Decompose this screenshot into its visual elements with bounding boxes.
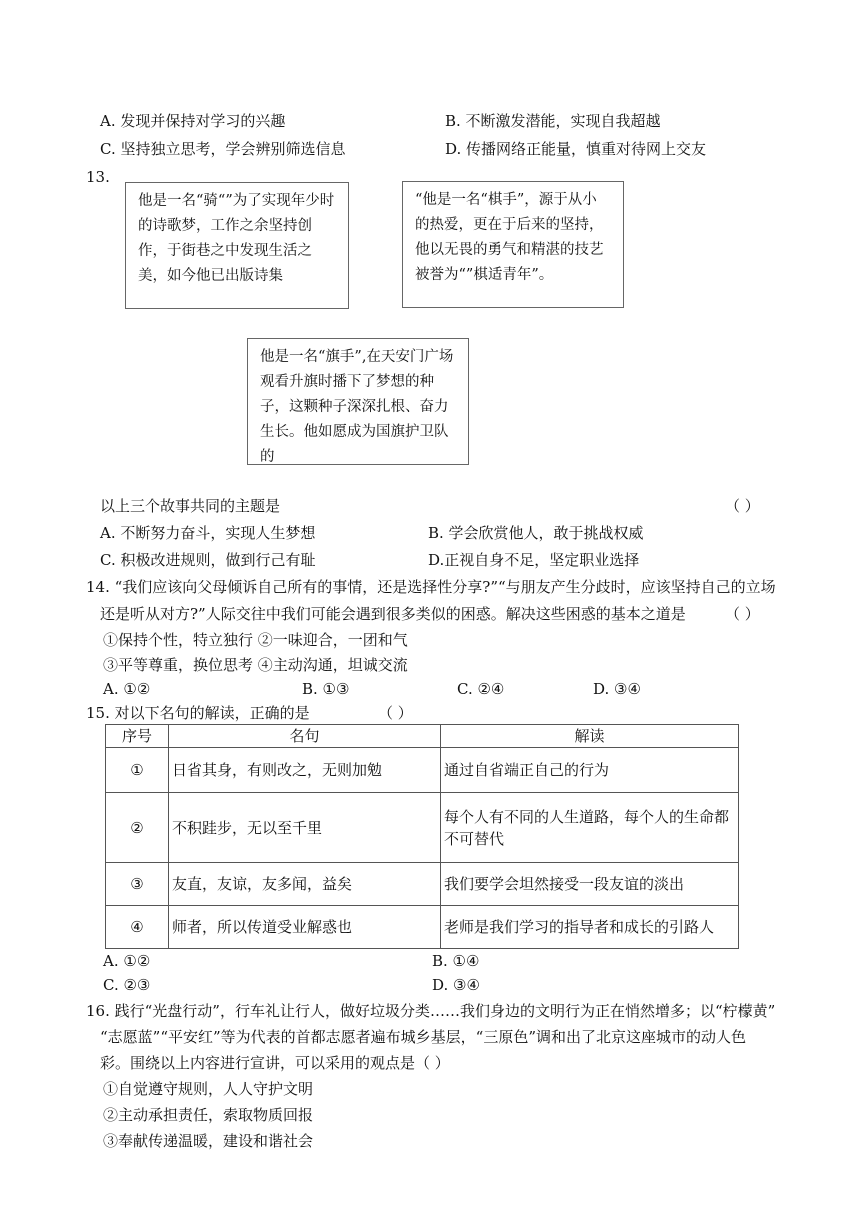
q15-row-number: ①: [106, 748, 169, 793]
q12-option-d: D. 传播网络正能量，慎重对待网上交友: [445, 140, 707, 158]
q15-row-quote: 师者，所以传道受业解惑也: [169, 906, 441, 949]
q15-table-row: [106, 748, 739, 793]
q14-stem-line2: 还是听从对方?”人际交往中我们可能会遇到很多类似的困惑。解决这些困惑的基本之道是: [100, 605, 686, 623]
q12-option-b: B. 不断激发潜能，实现自我超越: [445, 112, 661, 130]
q16-stem-line3: 彩。围绕以上内容进行宣讲，可以采用的观点是（ ）: [100, 1054, 450, 1072]
q13-option-b: B. 学会欣赏他人，敢于挑战权威: [428, 524, 644, 542]
q15-option-b: B. ①④: [432, 952, 480, 970]
q15-header-quote: 名句: [169, 725, 441, 748]
q16-stem-line2: “志愿蓝”“平安红”等为代表的首都志愿者遍布城乡基层，“三原色”调和出了北京这座城市的动人色: [100, 1028, 747, 1046]
q15-row-interpretation: 我们要学会坦然接受一段友谊的淡出: [441, 863, 739, 906]
q15-row-number: ③: [106, 863, 169, 906]
q13-stem: 以上三个故事共同的主题是: [100, 497, 281, 515]
q15-table-header-row: [106, 725, 739, 748]
q15-row-interpretation: 老师是我们学习的指导者和成长的引路人: [441, 906, 739, 949]
q15-table-row: [106, 793, 739, 863]
q15-answer-paren: （ ）: [378, 704, 413, 722]
q16-item-3: ③奉献传递温暖，建设和谐社会: [103, 1132, 314, 1150]
q13-story-poet-text: 他是一名“骑“”为了实现年少时的诗歌梦，工作之余坚持创作，于街巷之中发现生活之美，如今他已出版诗集: [138, 193, 335, 284]
q13-option-a: A. 不断努力奋斗，实现人生梦想: [100, 524, 316, 542]
q14-option-b: B. ①③: [302, 680, 350, 698]
q14-option-c: C. ②④: [457, 680, 505, 698]
q15-table-row: [106, 863, 739, 906]
q15-stem: 15. 对以下名句的解读，正确的是: [86, 704, 310, 722]
q13-story-flag-text: 他是一名“旗手”,在天安门广场观看升旗时播下了梦想的种子，这颗种子深深扎根、奋力生长。他如愿成为国旗护卫队的: [260, 349, 454, 465]
q14-items-line1: ①保持个性，特立独行 ②一味迎合，一团和气: [103, 631, 408, 649]
q14-answer-paren: （ ）: [725, 605, 760, 623]
q13-story-chess-text: “他是一名“棋手”，源于从小的热爱，更在于后来的坚持，他以无畏的勇气和精湛的技艺被誉为“”棋适青年”。: [415, 192, 604, 283]
q13-option-c: C. 积极改进规则，做到行己有耻: [100, 551, 316, 569]
q15-row-quote: 不积跬步，无以至千里: [169, 793, 441, 863]
q15-table: [105, 724, 739, 949]
q16-stem-line1: 16. 践行“光盘行动”，行车礼让行人，做好垃圾分类……我们身边的文明行为正在悄然增多；以“柠檬黄”: [86, 1002, 776, 1020]
q15-table-row: [106, 906, 739, 949]
q15-row-number: ②: [106, 793, 169, 863]
q12-option-a: A. 发现并保持对学习的兴趣: [100, 112, 286, 130]
q12-option-c: C. 坚持独立思考，学会辨别筛选信息: [100, 140, 346, 158]
q15-row-interpretation: 每个人有不同的人生道路，每个人的生命都不可替代: [441, 793, 739, 863]
q13-number: 13.: [86, 168, 110, 186]
q15-row-interpretation: 通过自省端正自己的行为: [441, 748, 739, 793]
q15-header-number: 序号: [106, 725, 169, 748]
q14-items-line2: ③平等尊重，换位思考 ④主动沟通，坦诚交流: [103, 656, 408, 674]
q14-stem-line1: 14. “我们应该向父母倾诉自己所有的事情，还是选择性分享?”“与朋友产生分歧时，应该坚持自己的立场: [86, 578, 776, 596]
q13-story-box-flag: [247, 338, 469, 465]
q15-row-quote: 友直，友谅，友多闻，益矣: [169, 863, 441, 906]
q15-row-number: ④: [106, 906, 169, 949]
q15-header-interpretation: 解读: [441, 725, 739, 748]
q14-option-d: D. ③④: [593, 680, 641, 698]
q15-option-d: D. ③④: [432, 976, 480, 994]
q13-story-box-chess: [402, 181, 624, 308]
q15-option-c: C. ②③: [103, 976, 151, 994]
q15-row-quote: 日省其身，有则改之，无则加勉: [169, 748, 441, 793]
q14-option-a: A. ①②: [103, 680, 151, 698]
q13-option-d: D.正视自身不足，坚定职业选择: [428, 551, 640, 569]
q16-item-2: ②主动承担责任，索取物质回报: [103, 1106, 314, 1124]
q15-option-a: A. ①②: [103, 952, 151, 970]
q16-item-1: ①自觉遵守规则，人人守护文明: [103, 1080, 314, 1098]
q13-answer-paren: （ ）: [725, 497, 760, 515]
q13-story-box-poet: [125, 182, 349, 309]
